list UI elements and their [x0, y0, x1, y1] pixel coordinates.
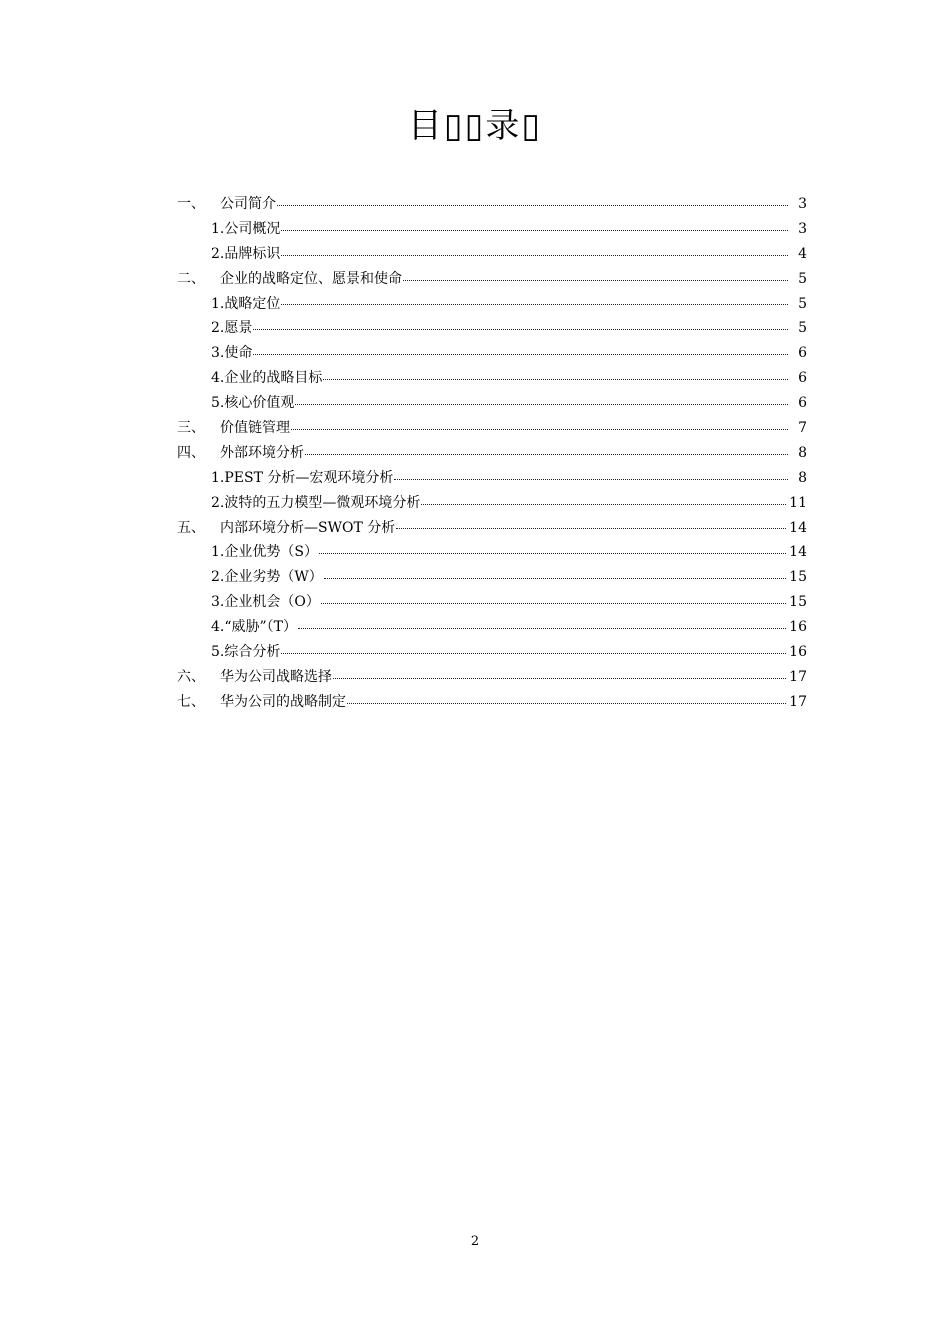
toc-entry-page: 16 — [789, 644, 807, 661]
toc-entry-page: 5 — [798, 320, 807, 337]
toc-entry-page: 6 — [798, 395, 807, 412]
toc-entry-page: 8 — [798, 469, 807, 486]
toc-entry-page: 3 — [798, 220, 807, 237]
toc-entry-page: 16 — [789, 619, 807, 636]
toc-entry[interactable] — [177, 366, 807, 391]
toc-entry-label: 外部环境分析 — [220, 444, 304, 461]
toc-entry-label: 4.企业的战略目标 — [211, 370, 323, 387]
toc-dot-leader — [281, 255, 788, 256]
toc-entry[interactable] — [177, 341, 807, 366]
toc-dot-leader — [347, 703, 786, 704]
toc-entry-label: 3.使命 — [211, 345, 253, 362]
toc-dot-leader — [403, 280, 788, 281]
toc-entry[interactable] — [177, 292, 807, 317]
toc-entry[interactable] — [177, 590, 807, 615]
toc-dot-leader — [396, 528, 786, 529]
toc-entry[interactable] — [177, 540, 807, 565]
toc-entry-label: 2.愿景 — [211, 320, 253, 337]
toc-entry-page: 17 — [789, 668, 807, 685]
toc-entry-page: 6 — [798, 345, 807, 362]
toc-entry-page: 14 — [789, 519, 807, 536]
toc-dot-leader — [253, 329, 788, 330]
toc-entry-label: 3.企业机会（O） — [211, 594, 320, 611]
toc-entry-label: 公司简介 — [220, 196, 276, 212]
toc-entry[interactable] — [177, 192, 807, 217]
toc-entry[interactable] — [177, 267, 807, 292]
toc-entry-label: 2.品牌标识 — [211, 245, 281, 262]
toc-dot-leader — [298, 628, 786, 629]
toc-entry[interactable] — [177, 640, 807, 665]
toc-entry-label: 华为公司的战略制定 — [220, 693, 346, 710]
toc-entry-page: 15 — [789, 569, 807, 586]
toc-entry-page: 15 — [789, 594, 807, 611]
toc-entry-number: 五、 — [177, 519, 205, 536]
toc-dot-leader — [281, 304, 788, 305]
toc-entry-number: 四、 — [177, 444, 205, 461]
toc-dot-leader — [281, 230, 788, 231]
toc-entry-label: 2.企业劣势（W） — [211, 569, 323, 586]
toc-entry-page: 3 — [798, 196, 807, 212]
toc-dot-leader — [281, 653, 786, 654]
toc-entry-label: 1.公司概况 — [211, 220, 281, 237]
toc-entry-label: 价值链管理 — [220, 420, 290, 437]
toc-dot-leader — [421, 504, 786, 505]
toc-entry-page: 14 — [789, 544, 807, 561]
toc-entry-label: 5.核心价值观 — [211, 395, 295, 412]
toc-dot-leader — [324, 578, 786, 579]
toc-entry-number: 二、 — [177, 270, 205, 287]
toc-entry[interactable] — [177, 615, 807, 640]
toc-entry-page: 7 — [798, 420, 807, 437]
toc-entry[interactable] — [177, 491, 807, 516]
toc-entry-page: 6 — [798, 370, 807, 387]
toc-title: 目▯▯录▯ — [407, 106, 543, 146]
toc-entry[interactable] — [177, 217, 807, 242]
toc-entry[interactable] — [177, 391, 807, 416]
toc-entry-page: 17 — [789, 693, 807, 710]
toc-entry-page: 5 — [798, 295, 807, 312]
toc-dot-leader — [277, 205, 788, 206]
toc-entry[interactable] — [177, 665, 807, 690]
toc-entry[interactable] — [177, 441, 807, 466]
toc-entry-number: 三、 — [177, 420, 205, 437]
table-of-contents — [177, 192, 807, 715]
toc-entry-label: 1.PEST 分析—宏观环境分析 — [211, 469, 394, 486]
toc-entry-label: 企业的战略定位、愿景和使命 — [220, 270, 402, 287]
toc-entry-page: 4 — [798, 245, 807, 262]
toc-dot-leader — [321, 603, 786, 604]
toc-dot-leader — [394, 479, 788, 480]
toc-entry-label: 2.波特的五力模型—微观环境分析 — [211, 494, 421, 511]
toc-entry[interactable] — [177, 466, 807, 491]
toc-entry[interactable] — [177, 516, 807, 541]
toc-entry[interactable] — [177, 242, 807, 267]
toc-dot-leader — [253, 354, 788, 355]
toc-entry[interactable] — [177, 316, 807, 341]
toc-entry-label: 4.“威胁”（T） — [211, 619, 298, 636]
toc-entry-label: 华为公司战略选择 — [220, 668, 332, 685]
toc-entry-label: 1.战略定位 — [211, 295, 281, 312]
toc-entry[interactable] — [177, 565, 807, 590]
toc-entry-label: 1.企业优势（S） — [211, 544, 318, 561]
toc-dot-leader — [319, 553, 786, 554]
toc-entry[interactable] — [177, 416, 807, 441]
toc-dot-leader — [305, 454, 788, 455]
toc-entry-page: 8 — [798, 444, 807, 461]
toc-dot-leader — [323, 379, 788, 380]
toc-entry[interactable] — [177, 690, 807, 715]
toc-entry-page: 5 — [798, 270, 807, 287]
toc-entry-number: 六、 — [177, 668, 205, 685]
toc-entry-label: 内部环境分析—SWOT 分析 — [220, 519, 396, 536]
toc-dot-leader — [295, 404, 788, 405]
toc-entry-page: 11 — [789, 494, 807, 511]
toc-dot-leader — [291, 429, 788, 430]
page-number: 2 — [470, 1234, 480, 1249]
toc-dot-leader — [333, 678, 786, 679]
toc-entry-label: 5.综合分析 — [211, 644, 281, 661]
toc-entry-number: 一、 — [177, 196, 205, 212]
toc-entry-number: 七、 — [177, 693, 205, 710]
